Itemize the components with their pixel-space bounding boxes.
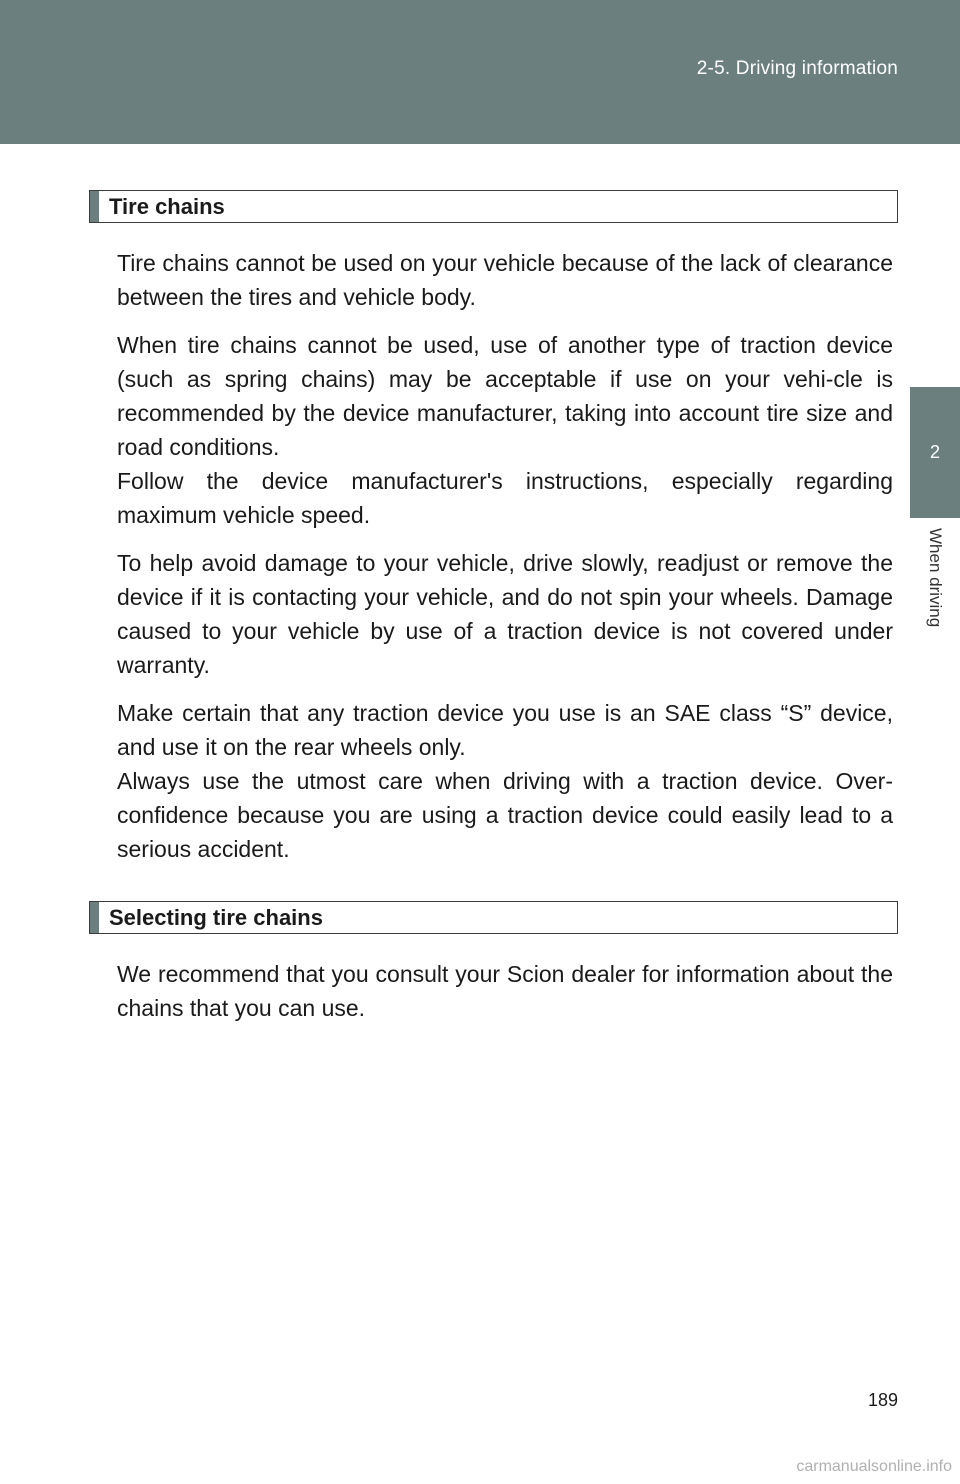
side-tab: [910, 144, 960, 1484]
watermark: carmanualsonline.info: [796, 1458, 952, 1475]
paragraph: Follow the device manufacturer's instructions, especially regarding maximum vehicle speed.: [117, 468, 893, 528]
chapter-number-tab: 2: [910, 387, 960, 518]
paragraph: We recommend that you consult your Scion dealer for information about the chains that you can use.: [117, 961, 893, 1021]
page-number: 189: [867, 1390, 898, 1410]
section-heading-selecting-tire-chains: [89, 901, 898, 934]
section-heading-text: Tire chains: [109, 194, 225, 219]
paragraph: Tire chains cannot be used on your vehicle because of the lack of clearance between the tires and vehicle body.: [117, 250, 893, 310]
section-heading-text: Selecting tire chains: [109, 905, 323, 930]
paragraph: When tire chains cannot be used, use of another type of traction device (such as spring chains) may be acceptable if use on your vehi-cle is recommended by the device manufacturer, taking into account tire size and road conditions.: [117, 332, 893, 460]
header-title: 2-5. Driving information: [696, 58, 898, 79]
paragraph: Always use the utmost care when driving with a traction device. Over-confidence because you are using a traction device could easily lead to a serious accident.: [117, 768, 893, 862]
section-heading-tire-chains: [89, 190, 898, 223]
page-header: [0, 0, 960, 144]
paragraph: Make certain that any traction device you use is an SAE class “S” device, and use it on the rear wheels only.: [117, 700, 893, 760]
chapter-label-tab: [910, 518, 960, 658]
chapter-label: When driving: [926, 528, 945, 628]
paragraph: To help avoid damage to your vehicle, drive slowly, readjust or remove the device if it is contacting your vehicle, and do not spin your wheels. Damage caused to your vehicle by use of a traction device is not covered under warranty.: [117, 550, 893, 678]
